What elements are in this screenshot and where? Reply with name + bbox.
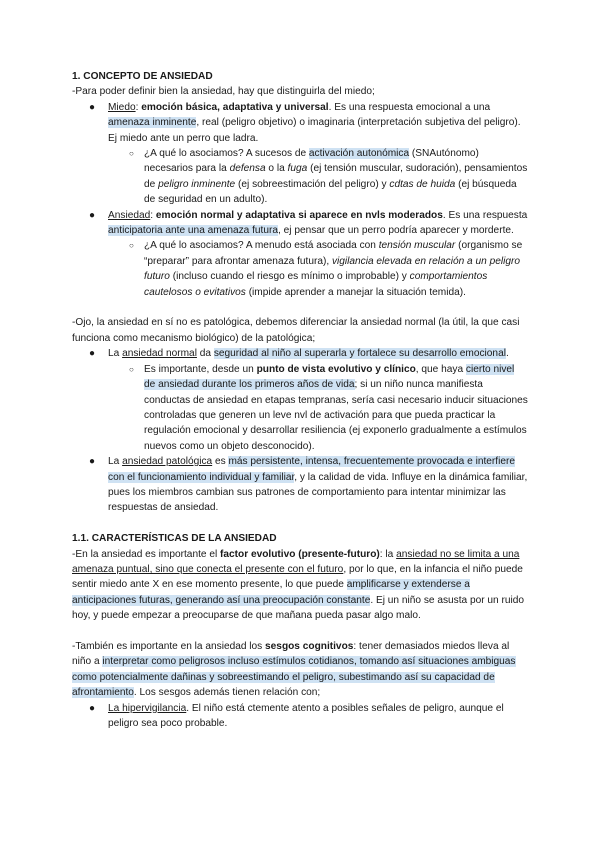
circle-bullet-icon: ○ xyxy=(129,364,134,374)
text: -También es importante en la ansiedad los xyxy=(72,640,266,652)
highlight: amenaza inminente xyxy=(108,117,197,129)
spacer xyxy=(72,300,528,315)
bold-definition: emoción básica, adaptativa y universal xyxy=(141,101,329,113)
list-item-ansiedad xyxy=(72,208,528,300)
text: , real (peligro objetivo) o imaginaria (interpretación subjetiva del peligro). Ej miedo ante un perro que ladra. xyxy=(108,117,521,144)
text: : la xyxy=(379,548,397,560)
highlight: cierto nivel de ansiedad durante los primeros años de vida xyxy=(144,363,515,391)
bold: punto de vista evolutivo y clínico xyxy=(256,363,416,375)
section-title-concepto: 1. CONCEPTO DE ANSIEDAD xyxy=(72,71,213,82)
italic: peligro inminente xyxy=(158,178,236,190)
bold: sesgos cognitivos xyxy=(265,640,354,652)
ojo-paragraph: -Ojo, la ansiedad en sí no es patológica, debemos diferenciar la ansiedad normal (la útil, la que casi funciona como mecanismo biológico) de la patológica; xyxy=(72,317,520,344)
text: -En la ansiedad es importante el xyxy=(72,548,221,560)
text: . Ej un niño se asusta por un ruido hoy, y puede empezar a preocuparse de que mañana pueda pasar algo malo. xyxy=(72,594,525,622)
text: , que haya xyxy=(415,363,466,375)
bold-definition: emoción normal y adaptativa si aparece en nvls moderados xyxy=(155,209,443,221)
bold: factor evolutivo (presente-futuro) xyxy=(220,548,380,560)
highlight: seguridad al niño al superarla y fortalece su desarrollo emocional xyxy=(213,348,506,360)
italic: comportamientos cautelosos o evitativos xyxy=(144,271,488,298)
text: . Es una respuesta emocional a una xyxy=(328,101,491,113)
spacer xyxy=(72,516,528,531)
factor-evolutivo-paragraph xyxy=(72,547,528,624)
normal-vs-pathological-list xyxy=(72,346,528,515)
list-item-hipervigilancia xyxy=(72,701,528,732)
text: : tener demasiados miedos lleva al niño a xyxy=(72,640,510,668)
text: . xyxy=(505,348,509,360)
text: La xyxy=(108,348,123,360)
section-title-caracteristicas: 1.1. CARACTERÍSTICAS DE LA ANSIEDAD xyxy=(72,533,277,545)
italic: fuga xyxy=(287,163,308,175)
colon: : xyxy=(135,101,142,113)
text: . El niño está ctemente atento a posibles señales de peligro, aunque el peligro sea poco probable. xyxy=(108,702,504,730)
italic: defensa xyxy=(229,163,266,175)
bullet-icon: ● xyxy=(89,702,96,714)
term-miedo: Miedo xyxy=(108,101,136,113)
text: , por lo que, en la infancia el niño puede sentir miedo ante X en ese momento presente, lo que puede xyxy=(72,563,523,591)
term-ansiedad: Ansiedad xyxy=(108,209,151,221)
bullet-icon: ● xyxy=(89,209,96,221)
text: da xyxy=(196,348,214,360)
circle-bullet-icon: ○ xyxy=(129,241,134,251)
highlight: amplificarse y extenderse a anticipaciones futuras, generando así una preocupación constante xyxy=(72,579,470,606)
text: (incluso cuando el riesgo es mínimo o improbable) y xyxy=(169,271,410,283)
underlined-text: ansiedad no se limita a una amenaza puntual, sino que conecta el presente con el futuro xyxy=(72,548,520,575)
text: (ej búsqueda de seguridad en un adulto). xyxy=(144,178,517,206)
text: ; si un niño nunca manifiesta conductas de ansiedad en etapas tempranas, sería casi necesario inducir situaciones controladas que generen un leve nvl de activación para que pueda practicar la regulación emocional y desarrollar resiliencia (ej exponerlo gradualmente a estímulos nuevos como un objeto desconocido). xyxy=(144,379,528,452)
concept-list xyxy=(72,100,528,300)
text: o la xyxy=(265,163,288,175)
sub-item-evolutivo xyxy=(108,362,528,454)
sesgos-list xyxy=(72,701,528,732)
underlined-term: ansiedad normal xyxy=(122,348,197,360)
bullet-icon: ● xyxy=(89,456,96,468)
italic: cdtas de huida xyxy=(389,178,456,190)
italic: tensión muscular xyxy=(378,240,456,252)
highlight: activación autonómica xyxy=(308,148,410,160)
highlight: interpretar como peligrosos incluso estímulos cotidianos, tomando así situaciones ambiguas como potencialmente dañinas y sobreestimando el peligro, subestimando así su capacidad de afrontamiento xyxy=(72,656,516,699)
bullet-icon: ● xyxy=(89,348,96,360)
text: ¿A qué lo asociamos? A sucesos de xyxy=(144,148,309,160)
text: (ej tensión muscular, sudoración), pensamientos de xyxy=(144,163,528,190)
intro-paragraph: -Para poder definir bien la ansiedad, hay que distinguirla del miedo; xyxy=(72,86,375,98)
underlined-term: La hipervigilancia xyxy=(108,702,187,714)
list-item-ansiedad-patologica xyxy=(72,454,528,516)
document-page xyxy=(72,69,528,731)
text: ¿A qué lo asociamos? A menudo está asociada con xyxy=(144,240,379,252)
text: , y la calidad de vida. Influye en la dinámica familiar, pues los miembros cambian sus patrones de comportamiento para intentar minimizar las respuestas de ansiedad. xyxy=(108,471,528,514)
text: , ej pensar que un perro podría aparecer y morderte. xyxy=(278,225,514,237)
text: (ej sobreestimación del peligro) y xyxy=(235,178,390,190)
sub-item-miedo xyxy=(108,146,528,208)
text: . Los sesgos además tienen relación con; xyxy=(133,687,321,699)
list-item-ansiedad-normal xyxy=(72,346,528,454)
text: La xyxy=(108,456,123,468)
list-item-miedo xyxy=(72,100,528,208)
italic: vigilancia elevada en relación a un peligro futuro xyxy=(144,255,520,283)
underlined-term: ansiedad patológica xyxy=(122,456,213,468)
highlight: más persistente, intensa, frecuentemente provocada e interfiere con el funcionamiento individual y familiar xyxy=(108,456,515,483)
text: (impide aprender a manejar la situación temida). xyxy=(245,286,466,298)
text: (organismo se “preparar” para afrontar amenaza futura), xyxy=(144,240,523,267)
text: (SNAutónomo) necesarios para la xyxy=(144,148,479,175)
bullet-icon: ● xyxy=(89,101,96,113)
text: Es importante, desde un xyxy=(144,363,257,375)
sesgos-paragraph xyxy=(72,639,528,701)
highlight: anticipatoria ante una amenaza futura xyxy=(108,225,278,237)
colon: : xyxy=(150,209,156,221)
spacer xyxy=(72,624,528,639)
text: es xyxy=(212,456,229,468)
circle-bullet-icon: ○ xyxy=(129,149,134,159)
text: . Es una respuesta xyxy=(442,209,528,221)
sub-item-ansiedad xyxy=(108,238,528,300)
